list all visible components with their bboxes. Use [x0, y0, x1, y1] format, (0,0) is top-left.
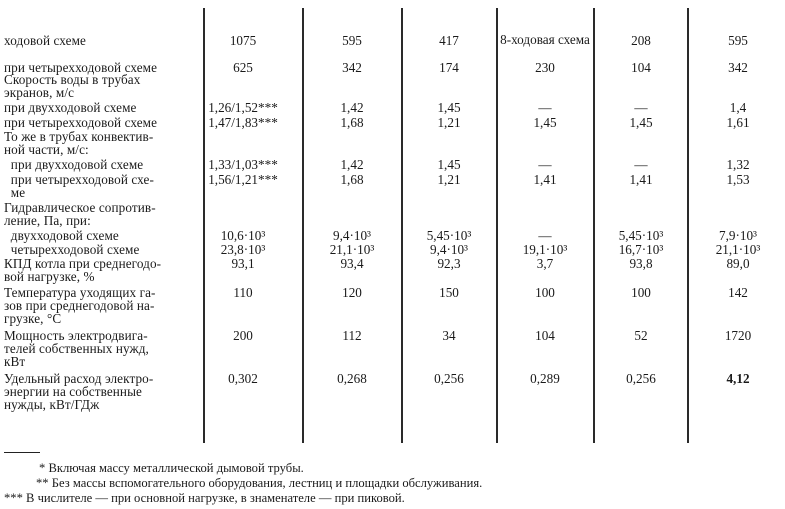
table-cell: 92,3 [437, 256, 461, 271]
table-cell: 112 [342, 328, 362, 343]
table-cell: 142 [728, 285, 748, 300]
row-label-line: ной части, м/с: [4, 142, 89, 158]
table-cell: — [634, 157, 648, 172]
table-cell: 342 [728, 60, 748, 75]
table-cell: 10,6·10³ [220, 228, 266, 243]
table-cell: 150 [439, 285, 459, 300]
table-cell: 0,256 [626, 371, 656, 386]
table-cell: 100 [631, 285, 651, 300]
table-cell: 100 [535, 285, 555, 300]
row-label [4, 201, 194, 227]
table-cell: 9,4·10³ [332, 228, 372, 243]
table-cell: 93,1 [231, 256, 255, 271]
row-label [4, 116, 194, 129]
row-label-line: Температура уходящих га- [4, 285, 156, 300]
row-label [4, 73, 194, 99]
table-cell: 342 [342, 60, 362, 75]
table-cell: 89,0 [726, 256, 750, 271]
table-cell: 417 [439, 33, 459, 48]
table-cell: 9,4·10³ [429, 242, 469, 257]
row-label-line: при двухходовой схеме [4, 100, 137, 115]
table-cell: 1,68 [340, 172, 364, 187]
column-rule-4 [496, 8, 498, 443]
table-cell: 1,45 [533, 115, 557, 130]
row-label-line: четырехходовой схеме [4, 242, 140, 257]
row-label-line: грузке, °С [4, 311, 62, 327]
table-cell: 1,21 [437, 172, 461, 187]
table-cell: 1,56/1,21*** [208, 172, 278, 187]
table-cell: 5,45·10³ [618, 228, 664, 243]
row-label-line: двухходовой схеме [4, 228, 119, 243]
table-cell: 1075 [229, 33, 257, 48]
table-cell: 52 [634, 328, 648, 343]
row-label-line: кВт [4, 354, 26, 370]
row-label [4, 257, 194, 283]
row-label-line: ме [4, 185, 26, 201]
table-cell: 1,53 [726, 172, 750, 187]
table-cell: 1,42 [340, 157, 364, 172]
table-cell: 1,26/1,52*** [208, 100, 278, 115]
table-cell: 0,302 [228, 371, 258, 386]
table-cell: 7,9·10³ [718, 228, 758, 243]
row-label-line: энергии на собственные [4, 384, 142, 400]
row-label [4, 286, 194, 326]
table-cell: 23,8·10³ [220, 242, 266, 257]
row-label-line: Скорость воды в трубах [4, 72, 141, 87]
table-cell: 1,61 [726, 115, 750, 130]
table-cell: 1,41 [629, 172, 653, 187]
column-rule-6 [687, 8, 689, 443]
row-label-line: вой нагрузке, % [4, 269, 95, 285]
table-cell: 104 [535, 328, 555, 343]
table-cell: 1,47/1,83*** [208, 115, 278, 130]
table-cell: — [538, 100, 552, 115]
table-cell: 230 [535, 60, 555, 75]
footnote-3: *** В числителе — при основной нагрузке, в знаменателе — при пиковой. [4, 491, 405, 505]
table-cell: — [538, 157, 552, 172]
table-cell: 1,45 [629, 115, 653, 130]
table-cell: 1,32 [726, 157, 750, 172]
row-label-line: ление, Па, при: [4, 213, 91, 229]
table-cell: 1,4 [729, 100, 747, 115]
row-label [4, 329, 194, 369]
row-label-line: нужды, кВт/ГДж [4, 397, 100, 413]
table-cell: 5,45·10³ [426, 228, 472, 243]
row-label-line: Удельный расход электро- [4, 371, 154, 386]
table-cell: 1,45 [437, 157, 461, 172]
table-cell: 21,1·10³ [329, 242, 375, 257]
row-label-line: при двухходовой схеме [4, 157, 144, 172]
table-cell: 1,45 [437, 100, 461, 115]
row-label-line: КПД котла при среднегодо- [4, 256, 162, 271]
row-label [4, 173, 194, 199]
row-label-line: при четырехходовой схе- [4, 172, 154, 187]
row-label-line: телей собственных нужд, [4, 341, 149, 357]
table-cell: 595 [342, 33, 362, 48]
table-cell: 200 [233, 328, 253, 343]
row-label [4, 158, 194, 171]
table-cell: 595 [728, 33, 748, 48]
table-cell: 1,42 [340, 100, 364, 115]
table-cell: 0,289 [530, 371, 560, 386]
table-cell: 0,256 [434, 371, 464, 386]
table-cell: 0,268 [337, 371, 367, 386]
table-cell: 34 [442, 328, 456, 343]
row-label [4, 229, 194, 242]
footnote-rule [4, 452, 40, 453]
row-label [4, 34, 194, 47]
table-cell: 3,7 [536, 256, 554, 271]
row-label-line: при четырехходовой схеме [4, 115, 158, 130]
row-label-line: при четырехходовой схеме [4, 60, 158, 75]
table-cell: 104 [631, 60, 651, 75]
table-cell: 1,33/1,03*** [208, 157, 278, 172]
row-label [4, 130, 194, 156]
table-cell: 93,8 [629, 256, 653, 271]
table-cell: 1,41 [533, 172, 557, 187]
row-label-line: ходовой схеме [4, 33, 86, 48]
column-rule-2 [302, 8, 304, 443]
table-cell: 1,21 [437, 115, 461, 130]
footnote-1: * Включая массу металлической дымовой трубы. [39, 461, 304, 475]
table-cell: 110 [233, 285, 253, 300]
row-label [4, 243, 194, 256]
table-cell: 174 [439, 60, 459, 75]
table-cell: 19,1·10³ [522, 242, 568, 257]
table-cell: — [634, 100, 648, 115]
table-cell: 120 [342, 285, 362, 300]
row-label-line: зов при среднегодовой на- [4, 298, 155, 314]
row-label [4, 372, 194, 412]
row-label-line: Гидравлическое сопротив- [4, 200, 156, 215]
row-label-line: экранов, м/с [4, 85, 75, 101]
footnote-2: ** Без массы вспомогательного оборудования, лестниц и площадки обслуживания. [36, 476, 483, 490]
table-cell: 1720 [724, 328, 752, 343]
table-cell: 8-ходовая схема [500, 32, 590, 47]
table-cell: 1,68 [340, 115, 364, 130]
row-label-line: Мощность электродвига- [4, 328, 148, 343]
table-cell: — [538, 228, 552, 243]
table-cell: 4,12 [726, 371, 750, 386]
table-cell: 21,1·10³ [715, 242, 761, 257]
table-cell: 208 [631, 33, 651, 48]
table-cell: 16,7·10³ [618, 242, 664, 257]
row-label-line: То же в трубах конвектив- [4, 129, 154, 144]
row-label [4, 101, 194, 114]
table-cell: 93,4 [340, 256, 364, 271]
table-cell: 625 [233, 60, 253, 75]
